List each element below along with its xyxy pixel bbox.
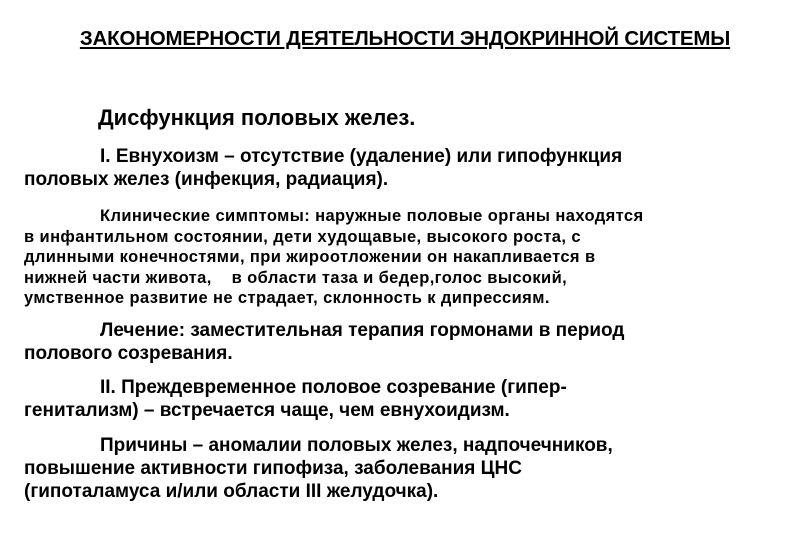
paragraph-line: половых желез (инфекция, радиация). bbox=[24, 169, 389, 190]
paragraph-line: (гипоталамуса и/или области III желудочка). bbox=[24, 481, 439, 502]
paragraph-line: полового созревания. bbox=[24, 343, 233, 364]
paragraph-line: в инфантильном состоянии, дети худощавые, высокого роста, с bbox=[24, 227, 581, 246]
paragraph-line: умственное развитие не страдает, склонность к дипрессиям. bbox=[24, 289, 550, 307]
slide-title: ЗАКОНОМЕРНОСТИ ДЕЯТЕЛЬНОСТИ ЭНДОКРИННОЙ СИСТЕМЫ bbox=[79, 27, 731, 50]
paragraph-line: I. Евнухоизм – отсутствие (удаление) или гипофункция bbox=[100, 146, 623, 167]
paragraph-eunuchism bbox=[24, 145, 804, 191]
paragraph-line: нижней части живота, в области таза и бедер,голос высокий, bbox=[24, 268, 568, 287]
paragraph-causes bbox=[24, 434, 804, 503]
paragraph-line: Причины – аномалии половых желез, надпочечников, bbox=[100, 435, 613, 456]
paragraph-clinical-symptoms bbox=[24, 206, 804, 309]
paragraph-treatment bbox=[24, 319, 804, 365]
paragraph-line: генитализм) – встречается чаще, чем евнухоидизм. bbox=[24, 400, 510, 421]
slide-subtitle: Дисфункция половых желез. bbox=[98, 105, 416, 130]
paragraph-line: II. Преждевременное половое созревание (гипер- bbox=[100, 377, 567, 398]
paragraph-precocious-puberty bbox=[24, 376, 804, 422]
paragraph-line: длинными конечностями, при жироотложении он накапливается в bbox=[24, 248, 596, 266]
paragraph-line: Лечение: заместительная терапия гормонами в период bbox=[100, 320, 625, 341]
paragraph-line: Клинические симптомы: наружные половые органы находятся bbox=[100, 207, 644, 225]
paragraph-line: повышение активности гипофиза, заболевания ЦНС bbox=[24, 458, 522, 479]
